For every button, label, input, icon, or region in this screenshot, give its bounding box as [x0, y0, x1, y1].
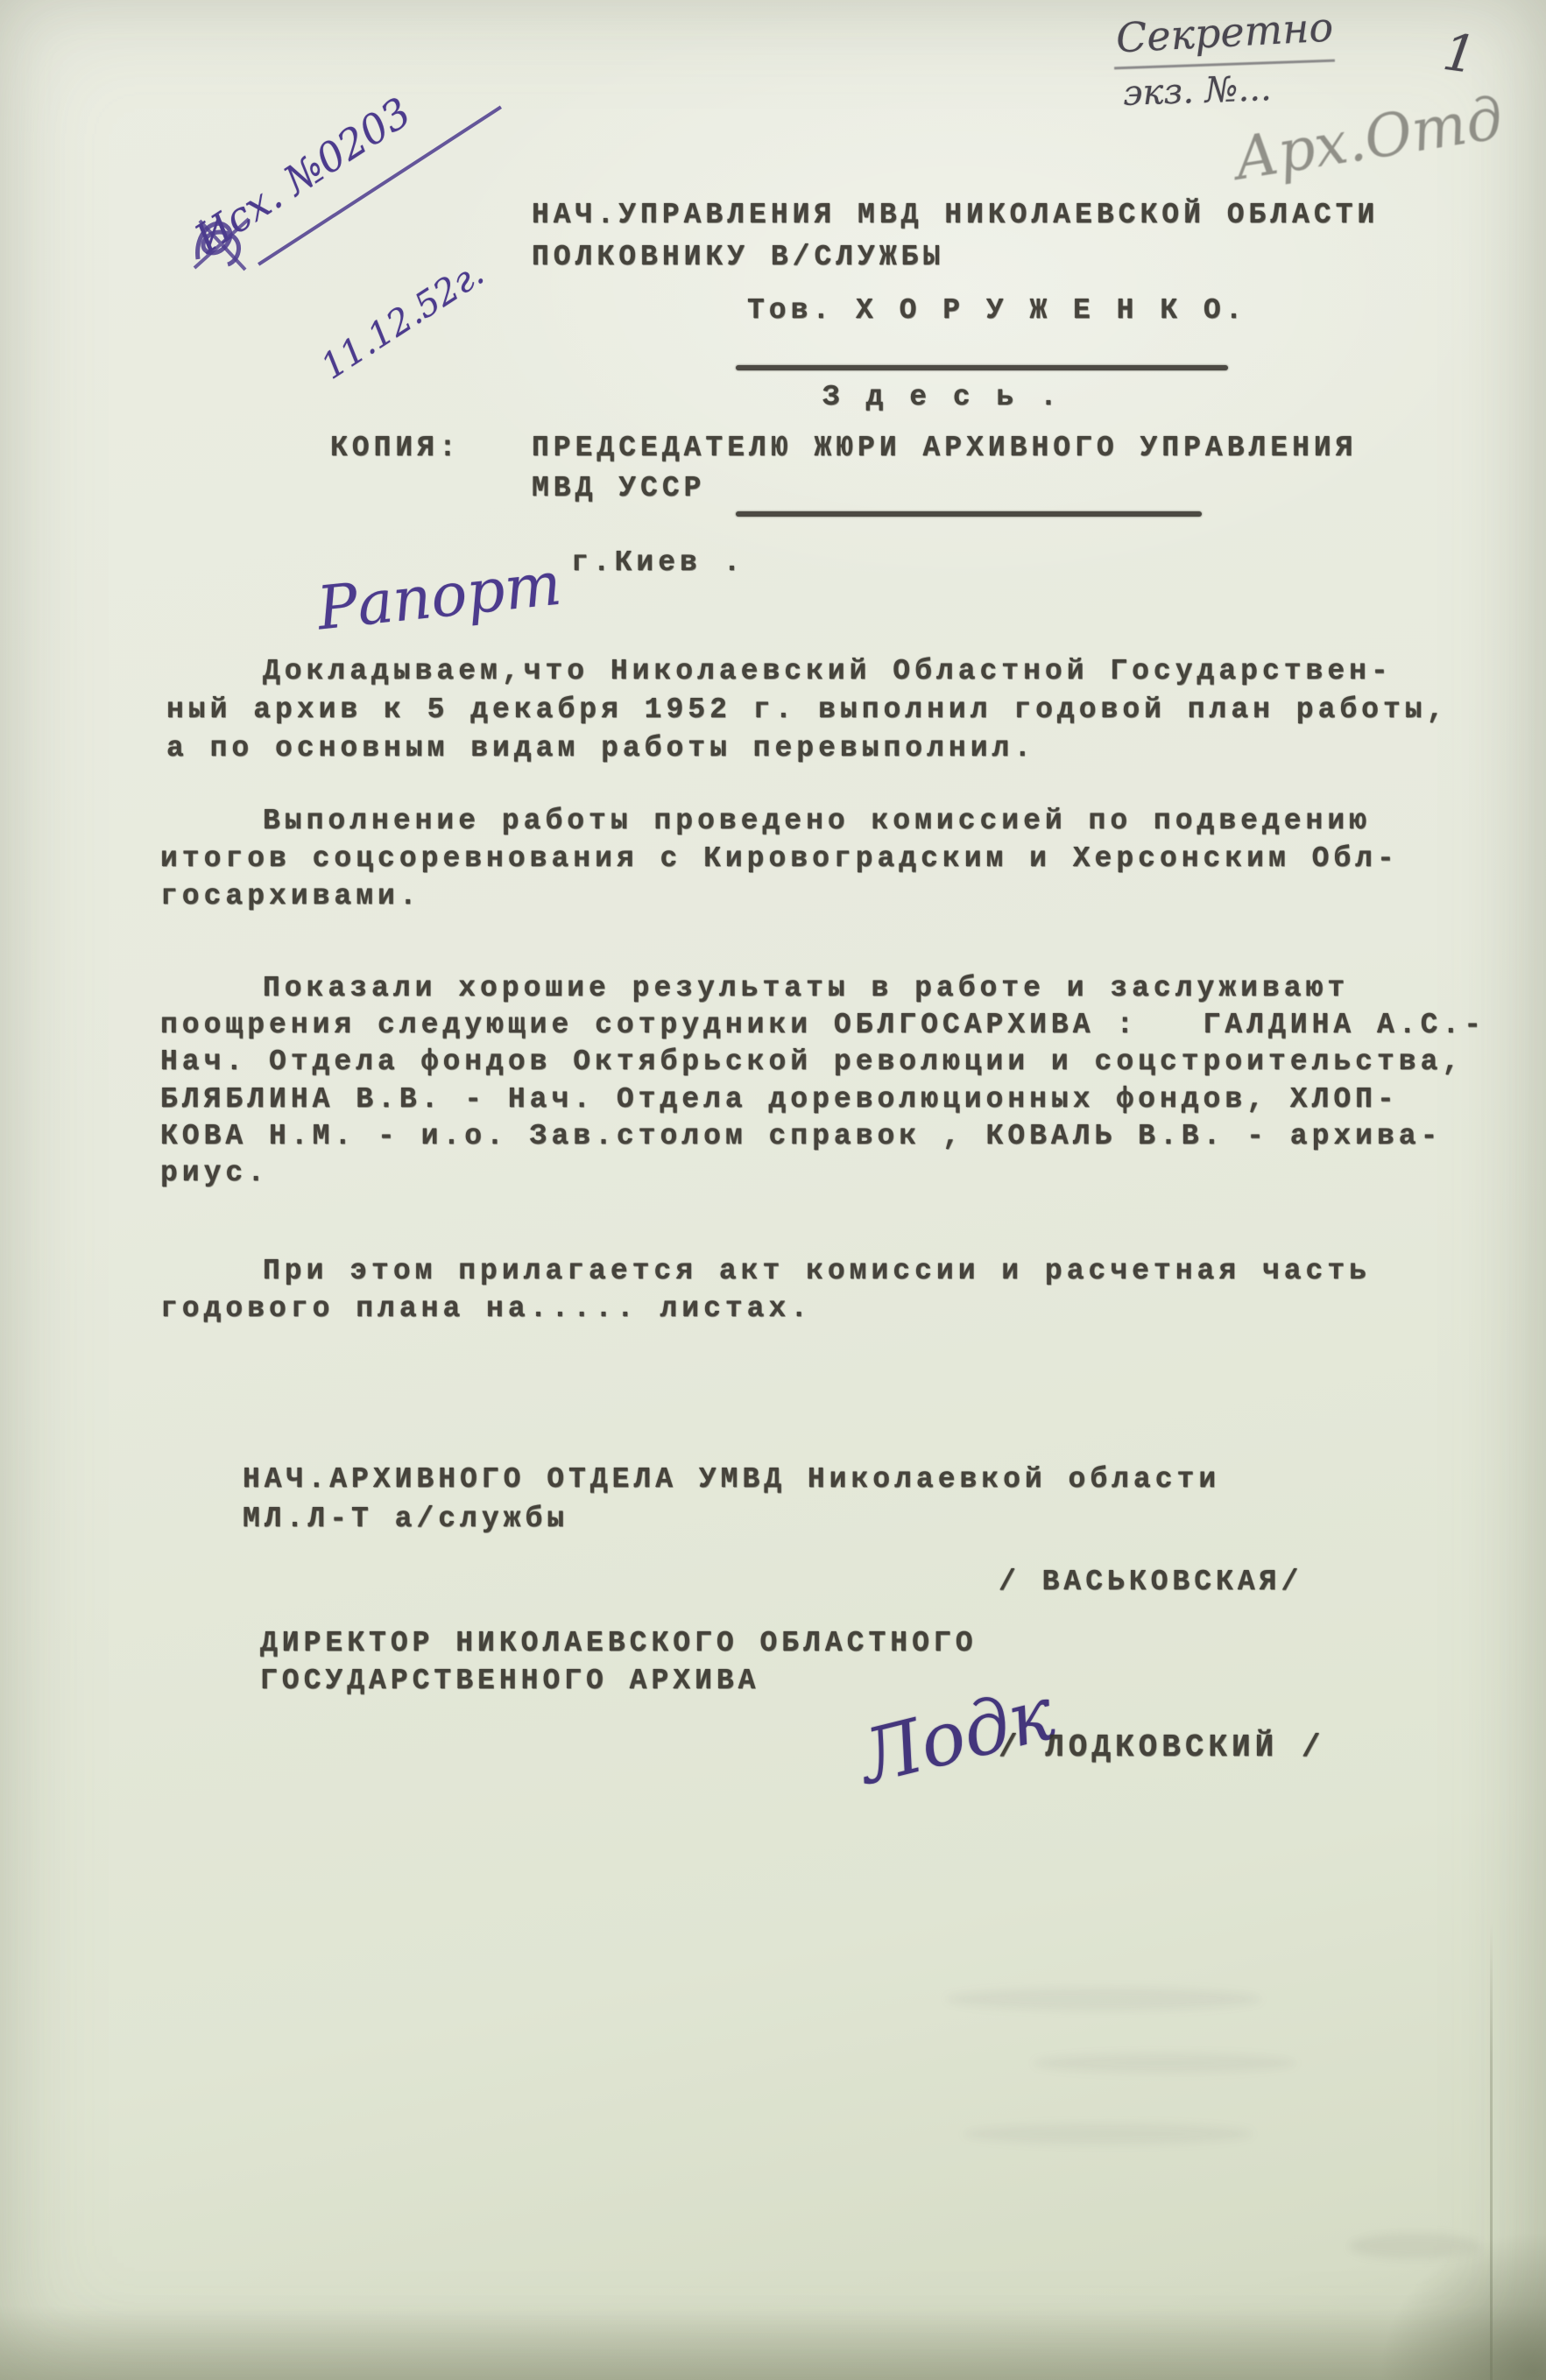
city-line: г.Киев .	[571, 546, 745, 579]
body-p3-line3: Нач. Отдела фондов Октябрьской революции и соцстроительства,	[160, 1046, 1465, 1078]
addressee-line-1: НАЧ.УПРАВЛЕНИЯ МВД НИКОЛАЕВСКОЙ ОБЛАСТИ	[532, 199, 1380, 231]
official2-name: / ЛОДКОВСКИЙ /	[999, 1729, 1325, 1765]
outgoing-number-note: Исх. №0203	[186, 88, 420, 263]
bleedthrough-smudge	[1034, 2053, 1296, 2073]
body-p2-line1: Выполнение работы проведено комиссией по подведению	[263, 805, 1371, 837]
report-title-handwritten: Рапорт	[314, 549, 565, 644]
body-p4-line1: При этом прилагается акт комиссии и расчетная часть	[263, 1255, 1371, 1287]
official1-title-line1: НАЧ.АРХИВНОГО ОТДЕЛА УМВД Николаевкой области	[243, 1463, 1221, 1496]
copy-addressee-line-1: ПРЕДСЕДАТЕЛЮ ЖЮРИ АРХИВНОГО УПРАВЛЕНИЯ	[532, 432, 1358, 464]
addressee-name: Тов. Х О Р У Ж Е Н К О.	[747, 294, 1247, 327]
body-p2-line2: итогов соцсоревнования с Кировоградским и Херсонским Обл-	[160, 842, 1399, 875]
bottom-scan-shadow	[0, 2306, 1546, 2380]
copy-addressee-line-2: МВД УССР	[532, 472, 706, 504]
official2-title-line1: ДИРЕКТОР НИКОЛАЕВСКОГО ОБЛАСТНОГО	[260, 1627, 978, 1659]
body-p3-line1: Показали хорошие результаты в работе и заслуживают	[263, 972, 1350, 1004]
here-line: З д е с ь .	[822, 381, 1062, 413]
body-p2-line3: госархивами.	[160, 880, 421, 912]
bleedthrough-smudge	[946, 1988, 1261, 2010]
director-handwritten-signature: Лодк	[851, 1670, 1062, 1801]
body-p4-line2: годового плана на..... листах.	[160, 1292, 813, 1325]
body-p3-line6: риус.	[160, 1157, 270, 1189]
body-p1-line1: Докладываем,что Николаевский Областной Государствен-	[263, 655, 1393, 687]
archive-scribble-signature: Арх.Отд	[1229, 84, 1508, 194]
page-number: 1	[1439, 21, 1480, 86]
addressee-line-2: ПОЛКОВНИКУ В/СЛУЖБЫ	[532, 241, 945, 273]
secret-underline	[1114, 60, 1335, 70]
official1-name: / ВАСЬКОВСКАЯ/	[999, 1566, 1303, 1598]
body-p3-line5: КОВА Н.М. - и.о. Зав.столом справок , КОВАЛЬ В.В. - архива-	[160, 1120, 1443, 1152]
official2-title-line2: ГОСУДАРСТВЕННОГО АРХИВА	[260, 1665, 760, 1697]
bleedthrough-smudge	[964, 2123, 1253, 2144]
copy-underline	[736, 511, 1202, 517]
body-p1-line2: ный архив к 5 декабря 1952 г. выполнил годовой план работы,	[166, 694, 1449, 726]
addressee-underline	[736, 365, 1228, 370]
official1-title-line2: МЛ.Л-Т а/службы	[243, 1503, 569, 1535]
body-p3-line2: поощрения следующие сотрудники ОБЛГОСАРХИВА : ГАЛДИНА А.С.-	[160, 1009, 1486, 1041]
outgoing-date-note: 11.12.52г.	[314, 252, 491, 388]
copy-number-note: экз. №...	[1122, 68, 1273, 114]
body-p1-line3: а по основным видам работы перевыполнил.	[166, 732, 1036, 764]
secret-stamp: Секретно	[1114, 3, 1335, 62]
bottom-right-corner-shadow	[1380, 2231, 1546, 2380]
copy-label: КОПИЯ:	[330, 432, 461, 464]
body-p3-line4: БЛЯБЛИНА В.В. - Нач. Отдела дореволюционных фондов, ХЛОП-	[160, 1083, 1399, 1116]
